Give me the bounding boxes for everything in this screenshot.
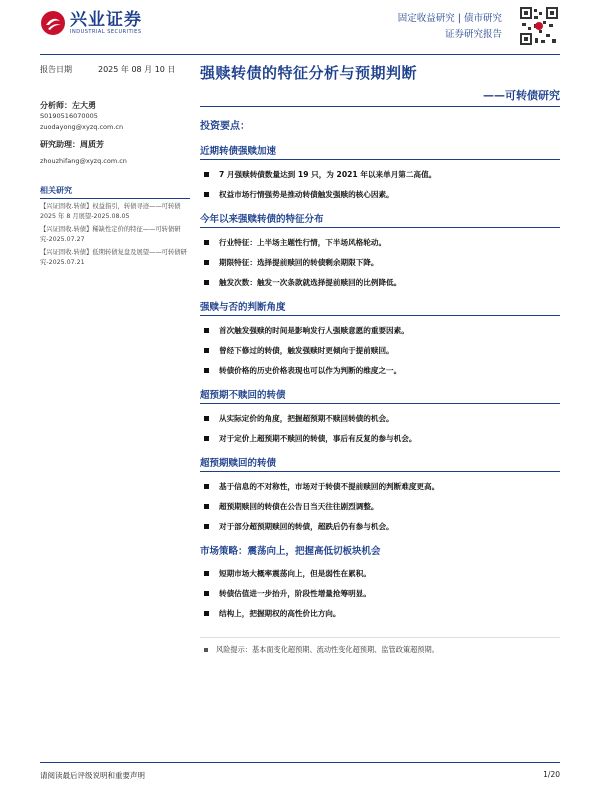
- bullet-icon: [204, 172, 209, 177]
- related-research-title: 相关研究: [40, 185, 190, 199]
- related-research-item[interactable]: 【兴证固收.转债】权益指引，转债寻迹——可转债 2025 年 8 月展望-2025.08.05: [40, 203, 181, 220]
- bullet-item: 对于部分超预期赎回的转债，超跌后仍有参与机会。: [200, 521, 560, 532]
- section-title: 今年以来强赎转债的特征分布: [200, 211, 560, 228]
- bullet-icon: [204, 571, 209, 576]
- risk-divider: [200, 637, 560, 638]
- bullet-item: 转债估值进一步抬升，阶段性增量抢筹明显。: [200, 588, 560, 599]
- report-date-label: 报告日期: [40, 65, 72, 74]
- bullet-item: 权益市场行情强势是推动转债触发强赎的核心因素。: [200, 189, 560, 200]
- assistant-name: 研究助理：周质芳: [40, 140, 104, 149]
- analyst-email[interactable]: zuodayong@xyzq.com.cn: [40, 123, 124, 131]
- analyst-id: S0190516070005: [40, 112, 98, 120]
- bullet-item: 短期市场大概率震荡向上，但是弱性在累积。: [200, 568, 560, 579]
- footer-disclaimer[interactable]: 请阅读最后评级说明和重要声明: [40, 771, 145, 780]
- bullet-icon: [204, 240, 209, 245]
- section-title: 超预期赎回的转债: [200, 455, 560, 472]
- bullet-icon: [204, 591, 209, 596]
- bullet-icon: [204, 436, 209, 441]
- report-subtitle: ——可转债研究: [483, 89, 560, 102]
- analyst-name: 分析师：左大勇: [40, 101, 96, 110]
- bullet-item: 基于信息的不对称性，市场对于转债不提前赎回的判断难度更高。: [200, 481, 560, 492]
- assistant-email[interactable]: zhouzhifang@xyzq.com.cn: [40, 157, 127, 165]
- bullet-icon: [204, 348, 209, 353]
- bullet-icon: [204, 368, 209, 373]
- bullet-icon: [204, 524, 209, 529]
- section-title: 超预期不赎回的转债: [200, 387, 560, 404]
- main-content: [200, 62, 560, 655]
- report-title: 强赎转债的特征分析与预期判断: [200, 64, 418, 82]
- title-divider: [200, 106, 560, 107]
- bullet-icon: [204, 504, 209, 509]
- report-type: 证券研究报告: [444, 29, 502, 40]
- bullet-item: 结构上，把握期权的高性价比方向。: [200, 608, 560, 619]
- bullet-item: 曾经下修过的转债，触发强赎时更倾向于提前赎回。: [200, 345, 560, 356]
- header-labels: [398, 11, 502, 43]
- related-research-item[interactable]: 【兴证固收.转债】低期转债复盘及展望——可转债研究-2025.07.21: [40, 249, 187, 266]
- qr-code-icon: [519, 6, 559, 46]
- header-divider: [40, 54, 560, 55]
- bullet-item: 7 月强赎转债数量达到 19 只，为 2021 年以来单月第二高值。: [200, 169, 560, 180]
- bullet-icon: [204, 328, 209, 333]
- bullet-icon: [204, 648, 208, 652]
- logo-name-cn: 兴业证券: [70, 10, 142, 30]
- bullet-icon: [204, 192, 209, 197]
- risk-warning: 风险提示：基本面变化超预期、流动性变化超预期、监管政策超预期。: [200, 645, 560, 655]
- bullet-item: 期限特征：选择提前赎回的转债剩余期限下降。: [200, 257, 560, 268]
- strategy-title: 市场策略：震荡向上，把握高低切板块机会: [200, 546, 381, 557]
- bullet-item: 超预期赎回的转债在公告日当天往往剧烈调整。: [200, 501, 560, 512]
- key-points-title: 投资要点：: [200, 121, 250, 132]
- section-title: 近期转债强赎加速: [200, 143, 560, 160]
- bullet-icon: [204, 416, 209, 421]
- bullet-item: 首次触发强赎的时间是影响发行人强赎意愿的重要因素。: [200, 325, 560, 336]
- bullet-icon: [204, 280, 209, 285]
- report-date-value: 2025 年 08 月 10 日: [98, 65, 176, 74]
- report-category: 固定收益研究 | 债市研究: [397, 13, 502, 24]
- bullet-item: 转债价格的历史价格表现也可以作为判断的维度之一。: [200, 365, 560, 376]
- bullet-item: 行业特征：上半场主题性行情，下半场风格轮动。: [200, 237, 560, 248]
- page-header: [0, 0, 600, 52]
- bullet-item: 从实际定价的角度，把握超预期不赎回转债的机会。: [200, 413, 560, 424]
- company-logo-icon: [40, 10, 66, 36]
- related-research-item[interactable]: 【兴证固收.转债】稀缺性定价的特征——可转债研究-2025.07.27: [40, 226, 181, 243]
- report-date: [40, 64, 190, 75]
- page-number: 1/20: [543, 770, 560, 779]
- bullet-icon: [204, 260, 209, 265]
- bullet-item: 对于定价上超预期不赎回的转债，事后有反复的参与机会。: [200, 433, 560, 444]
- sidebar: [40, 64, 190, 268]
- section-title: 强赎与否的判断角度: [200, 299, 560, 316]
- bullet-item: 触发次数：触发一次条款就选择提前赎回的比例降低。: [200, 277, 560, 288]
- footer-divider: [40, 762, 560, 763]
- bullet-icon: [204, 484, 209, 489]
- bullet-icon: [204, 611, 209, 616]
- company-logo: [40, 10, 142, 36]
- logo-name-en: INDUSTRIAL SECURITIES: [70, 29, 142, 35]
